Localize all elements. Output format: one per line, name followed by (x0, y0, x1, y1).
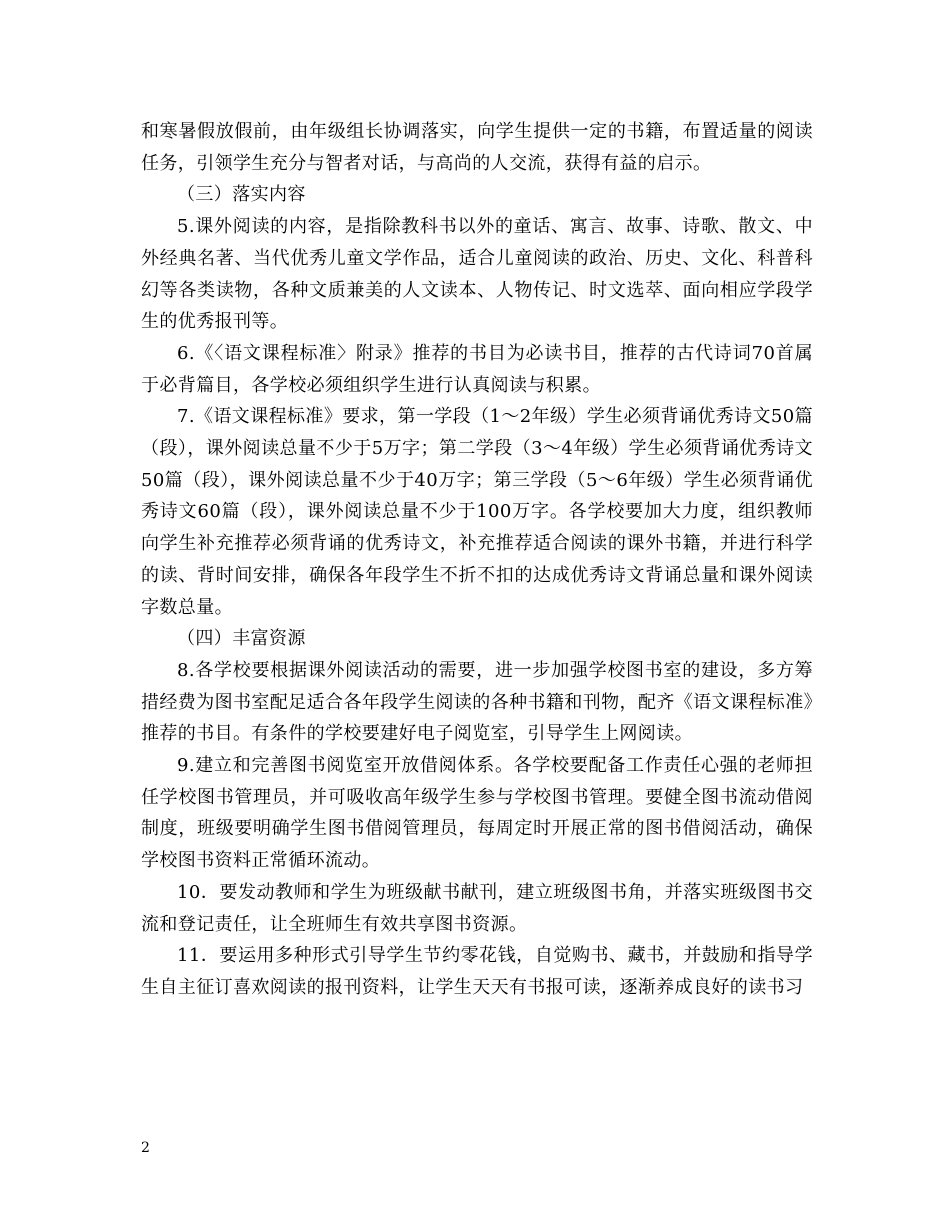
document-body (141, 116, 813, 1004)
section-heading-resources: （四）丰富资源 (177, 628, 306, 650)
paragraph-item-7: 7.《语文课程标准》要求，第一学段（1～2年级）学生必须背诵优秀诗文50篇（段），课外阅读总量不少于5万字；第二学段（3～4年级）学生必须背诵优秀诗文50篇（段），课外阅读总量不少于40万字；第三学段（5～6年级）学生必须背诵优秀诗文60篇（段），课外阅读总量不少于100万字。各学校要加大力度，组织教师向学生补充推荐必须背诵的优秀诗文，补充推荐适合阅读的课外书籍，并进行科学的读、背时间安排，确保各年段学生不折不扣的达成优秀诗文背诵总量和课外阅读字数总量。 (141, 406, 813, 618)
paragraph-item-5: 5.课外阅读的内容，是指除教科书以外的童话、寓言、故事、诗歌、散文、中外经典名著、当代优秀儿童文学作品，适合儿童阅读的政治、历史、文化、科普科幻等各类读物，各种文质兼美的人文读本、人物传记、时文选萃、面向相应学段学生的优秀报刊等。 (141, 216, 813, 333)
paragraph-item-6: 6.《〈语文课程标准〉附录》推荐的书目为必读书目，推荐的古代诗词70首属于必背篇目，各学校必须组织学生进行认真阅读与积累。 (141, 342, 813, 396)
paragraph-item-10: 10．要发动教师和学生为班级献书献刊，建立班级图书角，并落实班级图书交流和登记责任，让全班师生有效共享图书资源。 (141, 881, 813, 935)
page-number: 2 (141, 1140, 150, 1156)
paragraph-item-9: 9.建立和完善图书阅览室开放借阅体系。各学校要配备工作责任心强的老师担任学校图书管理员，并可吸收高年级学生参与学校图书管理。要健全图书流动借阅制度，班级要明确学生图书借阅管理员，每周定时开展正常的图书借阅活动，确保学校图书资料正常循环流动。 (141, 755, 813, 872)
section-heading-implementation: （三）落实内容 (177, 184, 306, 206)
paragraph-item-11: 11．要运用多种形式引导学生节约零花钱，自觉购书、藏书，并鼓励和指导学生自主征订喜欢阅读的报刊资料，让学生天天有书报可读，逐渐养成良好的读书习 (141, 945, 813, 998)
paragraph-item-8: 8.各学校要根据课外阅读活动的需要，进一步加强学校图书室的建设，多方筹措经费为图书室配足适合各年段学生阅读的各种书籍和刊物，配齐《语文课程标准》推荐的书目。有条件的学校要建好电子阅览室，引导学生上网阅读。 (141, 659, 813, 745)
paragraph-continuation: 和寒暑假放假前，由年级组长协调落实，向学生提供一定的书籍，布置适量的阅读任务，引领学生充分与智者对话，与高尚的人交流，获得有益的启示。 (141, 121, 813, 174)
